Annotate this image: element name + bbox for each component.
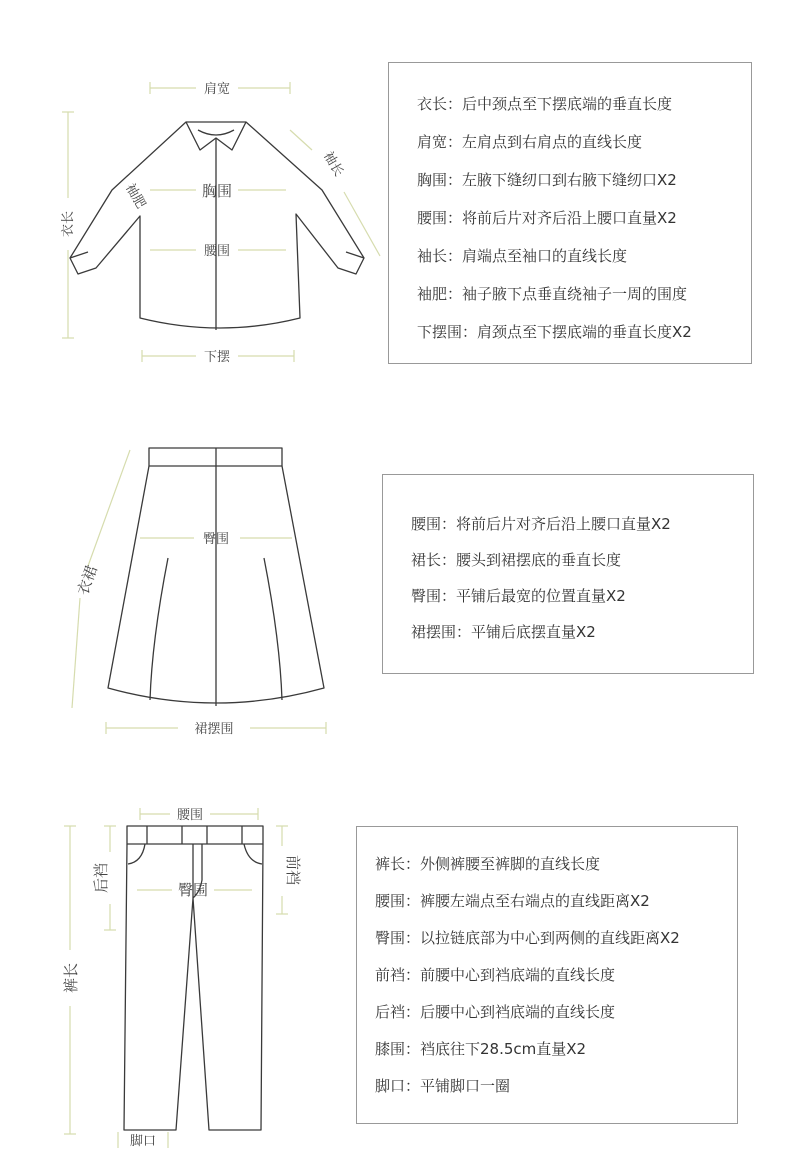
shirt-chest-label: 胸围 (201, 182, 233, 200)
skirt-def-4: 裙摆围：平铺后底摆直量X2 (411, 623, 596, 641)
shirt-hem-label: 下摆 (203, 350, 231, 365)
pants-waist-label: 腰围 (176, 808, 204, 823)
shirt-def-6: 袖肥：袖子腋下点垂直绕袖子一周的围度 (417, 285, 688, 303)
shirt-def-4: 腰围：将前后片对齐后沿上腰口直量X2 (417, 209, 677, 227)
pants-def-1: 裤长：外侧裤腰至裤脚的直线长度 (375, 855, 601, 873)
skirt-hip-label: 臀围 (202, 532, 230, 547)
pants-def-6: 膝围：裆底往下28.5cm直量X2 (375, 1040, 587, 1058)
pants-def-3: 臀围：以拉链底部为中心到两侧的直线距离X2 (375, 929, 680, 947)
shirt-def-3: 胸围：左腋下缝纫口到右腋下缝纫口X2 (417, 171, 677, 189)
shirt-def-7: 下摆围：肩颈点至下摆底端的垂直长度X2 (417, 323, 692, 341)
skirt-definitions-box (382, 474, 754, 674)
skirt-def-2: 裙长：腰头到裙摆底的垂直长度 (411, 551, 622, 569)
pants-def-2: 腰围：裤腰左端点至右端点的直线距离X2 (375, 892, 650, 910)
pants-back-rise-label: 后裆 (92, 862, 110, 894)
shirt-sleeve-label: 袖长 (320, 149, 347, 180)
pants-hip-label: 臀围 (177, 881, 209, 899)
skirt-def-3: 臀围：平铺后最宽的位置直量X2 (411, 587, 626, 605)
pants-front-rise-label: 前裆 (284, 854, 302, 886)
shirt-bicep-label: 袖肥 (122, 181, 149, 212)
shirt-def-5: 袖长：肩端点至袖口的直线长度 (417, 247, 628, 265)
skirt-length-label: 衣裙 (73, 563, 101, 598)
pants-def-7: 脚口：平铺脚口一圈 (375, 1077, 511, 1095)
pants-leg-opening-label: 脚口 (129, 1134, 157, 1149)
shirt-definitions-box (388, 62, 752, 364)
pants-def-4: 前裆：前腰中心到裆底端的直线长度 (375, 966, 616, 984)
shirt-shoulder-label: 肩宽 (203, 82, 231, 97)
pants-definitions-box (356, 826, 738, 1124)
shirt-length-label: 衣长 (61, 210, 76, 238)
pants-def-5: 后裆：后腰中心到裆底端的直线长度 (375, 1003, 616, 1021)
shirt-def-2: 肩宽：左肩点到右肩点的直线长度 (417, 133, 643, 151)
shirt-waist-label: 腰围 (203, 244, 231, 259)
shirt-outline (70, 122, 364, 328)
skirt-hem-label: 裙摆围 (194, 722, 234, 737)
shirt-def-1: 衣长：后中颈点至下摆底端的垂直长度 (417, 95, 673, 113)
pants-length-label: 裤长 (62, 962, 80, 994)
skirt-def-1: 腰围：将前后片对齐后沿上腰口直量X2 (411, 515, 671, 533)
